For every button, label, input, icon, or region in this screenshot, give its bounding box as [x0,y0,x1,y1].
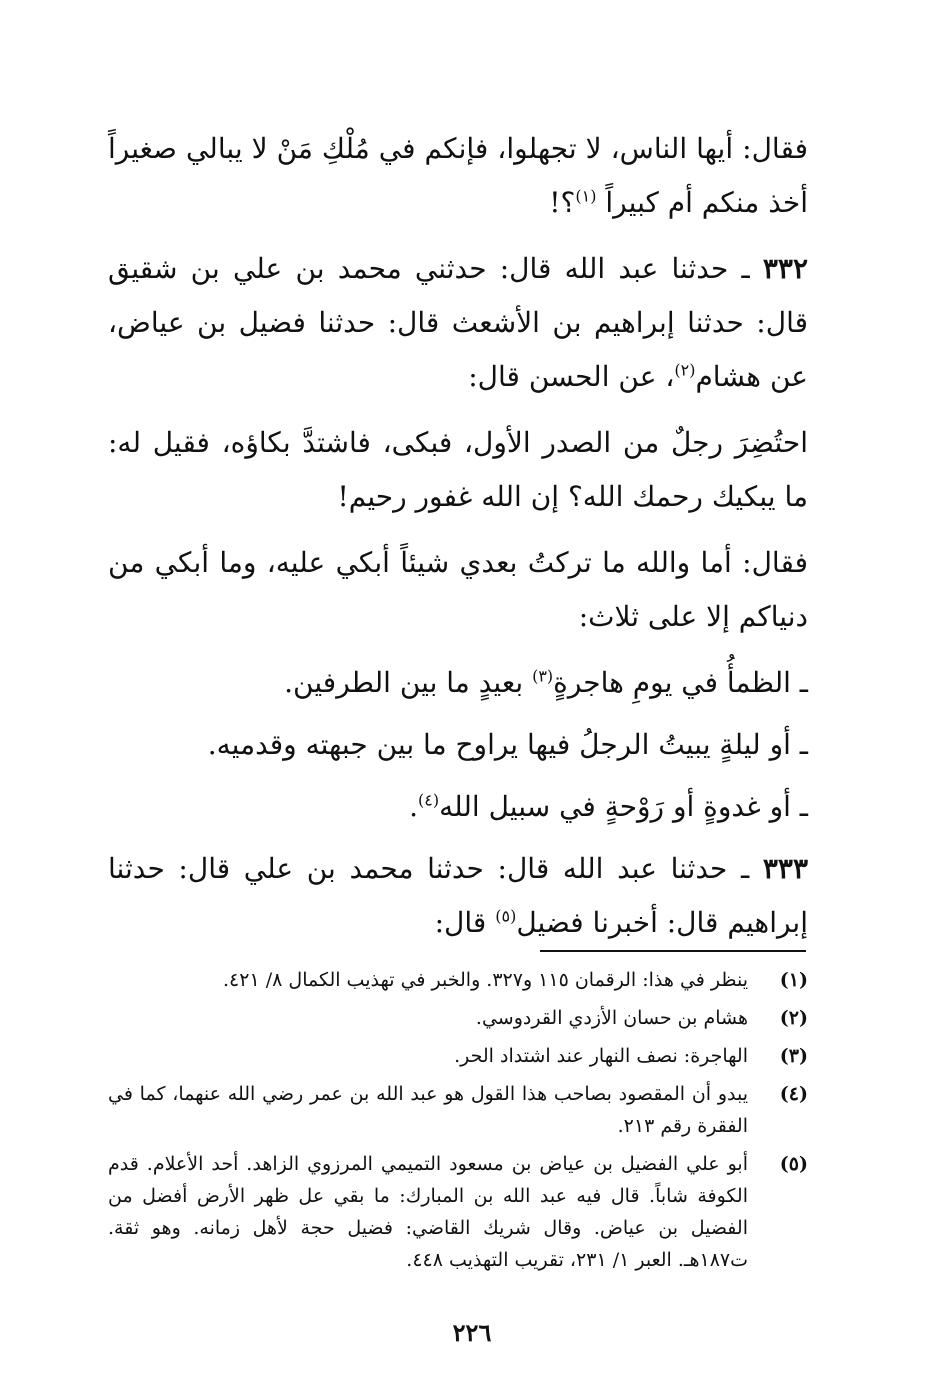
footnote-ref-4: (٤) [418,790,440,810]
footnote-ref-5: (٥) [495,906,517,926]
footnotes [108,964,808,1282]
footnote-text: أبو علي الفضيل بن عياض بن مسعود التميمي المرزوي الزاهد. أحد الأعلام. قدم الكوفة شاباً. قال فيه عبد الله بن المبارك: ما بقي عل ظهر الأرض أفضل من الفضيل بن عياض. وقال شريك القاضي: فضيل حجة لأهل زمانه. وهو ثقة. ت١٨٧هـ. العبر ١/ ٢٣١، تقريب التهذيب ٤٤٨. [108,1153,748,1271]
footnote-number: (٥) [779,1153,808,1175]
footnote-ref-2: (٢) [674,360,696,380]
footnote-item [108,1078,808,1142]
footnote-text: ينظر في هذا: الرقمان ١١٥ و٣٢٧. والخبر في تهذيب الكمال ٨/ ٤٢١. [223,969,748,991]
footnote-item [108,964,808,996]
footnote-number: (٤) [779,1083,808,1105]
list-item-2: ـ أو ليلةٍ يبيتُ الرجلُ فيها يراوح ما بين جبهته وقدميه. [207,728,808,761]
paragraph-4: فقال: أما والله ما تركتُ بعدي شيئاً أبكي عليه، وما أبكي من دنياكم إلا على ثلاث: [108,546,808,633]
footnote-item [108,1148,808,1276]
footnote-divider [540,950,806,952]
page-number: ٢٢٦ [452,1318,492,1347]
footnote-item [108,1040,808,1072]
entry-332-text-end: ، عن الحسن قال: [468,360,675,393]
paragraph-1 [108,122,808,230]
footnote-number: (٣) [779,1045,808,1067]
list-item-1-end: بعيدٍ ما بين الطرفين. [284,666,533,699]
paragraph-3: احتُضِرَ رجلٌ من الصدر الأول، فبكى، فاشتدَّ بكاؤه، فقيل له: ما يبكيك رحمك الله؟ إن الله غفور رحيم! [108,426,808,513]
footnote-ref-3: (٣) [532,666,554,686]
entry-number: ٣٣٣ [762,852,808,885]
list-item-3-text: ـ أو غدوةٍ أو رَوْحةٍ في سبيل الله [439,790,808,823]
footnote-item [108,1002,808,1034]
footnote-number: (٢) [779,1007,808,1029]
footnote-number: (١) [779,969,808,991]
main-text [108,122,808,962]
paragraph-1-text: فقال: أيها الناس، لا تجهلوا، فإنكم في مُلْكِ مَنْ لا يبالي صغيراً أخذ منكم أم كبيراً [108,132,808,219]
paragraph-1-end: ؟! [549,186,576,219]
footnote-ref-1: (١) [575,186,597,206]
list-item-1 [108,656,808,710]
footnote-text: الهاجرة: نصف النهار عند اشتداد الحر. [454,1045,748,1067]
entry-332-text: ـ حدثنا عبد الله قال: حدثني محمد بن علي بن شقيق قال: حدثنا إبراهيم بن الأشعث قال: حدثنا فضيل بن عياض، عن هشام [108,252,808,393]
entry-332 [108,242,808,404]
list-item-1-text: ـ الظمأُ في يومِ هاجرةٍ [553,666,808,699]
footnote-text: يبدو أن المقصود بصاحب هذا القول هو عبد الله بن عمر رضي الله عنهما، كما في الفقرة رقم ٢١٣. [108,1083,749,1137]
list-item-3-end: . [409,790,419,823]
entry-number: ٣٣٢ [762,252,809,285]
entry-333-text-end: قال: [434,906,496,939]
entry-333-text: ـ حدثنا عبد الله قال: حدثنا محمد بن علي قال: حدثنا إبراهيم قال: أخبرنا فضيل [108,852,808,939]
entry-333 [108,842,808,950]
list-item-3 [108,780,808,834]
footnote-text: هشام بن حسان الأزدي القردوسي. [475,1007,748,1029]
